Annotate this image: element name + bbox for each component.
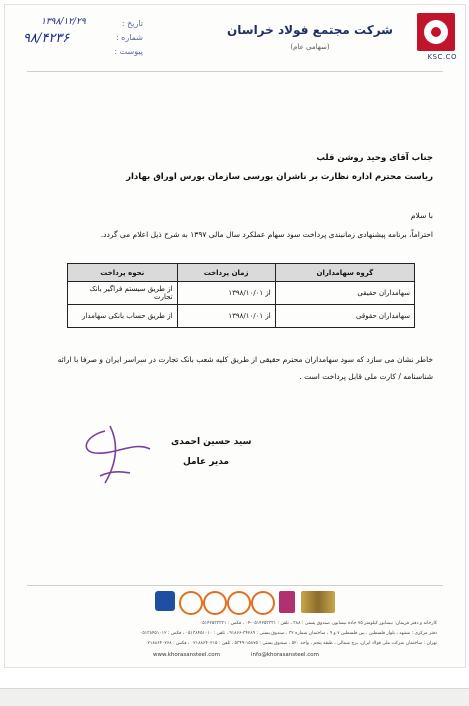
table-header-row [68,264,415,282]
letter-page [4,4,466,668]
company-name: شرکت مجتمع فولاد خراسان [227,23,393,37]
cert-seal-icon [203,591,227,615]
award-icon [279,591,295,613]
table-cell: سهامداران حقوقی [275,305,414,328]
header-divider [27,71,443,72]
logo-text: KSC.CO [427,53,457,61]
letter-meta [23,17,143,61]
website-link[interactable]: www.khorasansteel.com [153,652,220,658]
signatory-title: مدیر عامل [183,457,230,467]
cert-seal-icon [227,591,251,615]
payment-schedule-table [67,263,415,328]
date-value: ۱۳۹۸/۱۲/۲۹ [41,17,86,27]
company-type: (سهامی عام) [290,43,330,51]
iso-cert-icon [155,591,175,611]
handwritten-signature [75,421,155,491]
table-cell: از طریق حساب بانکی سهامدار [68,305,178,328]
intro-paragraph: احتراماً، برنامه پیشنهادی زمانبندی پرداخت سود سهام عملکرد سال مالی ۱۳۹۷ به شرح ذیل اعلام می گردد. [100,230,433,239]
footer-address-line: دفتر مرکزی : مشهد ، بلوار فلسطین ، بین فلسطین ۷ و ۹ ، ساختمان شماره ۳۲ ، صندوق پستی : ۳۴۲۸۹-۹۱۸۶۶ ، تلفن : ۰۵۱۳۸۴۵۱۰۱۰ ، فکس : ۰۵۱۳۸۴۵۱۰۱۲ [139,631,437,636]
cert-seal-icon [251,591,275,615]
table-header: گروه سهامداران [275,264,414,282]
cert-seal-icon [179,591,203,615]
signatory-name: سید حسین احمدی [171,437,252,447]
date-label: تاریخ : [121,19,143,28]
recipient-name: جناب آقای وحید روشن قلب [316,153,433,163]
number-value: ۹۸/۴۲۳۶ [23,31,70,46]
table-row [68,305,415,328]
attachment-label: پیوست : [114,47,143,56]
table-cell: از ۱۳۹۸/۱۰/۰۱ [177,282,275,305]
footer-divider [27,585,443,586]
closing-paragraph: خاطر نشان می سازد که سود سهامداران محترم حقیقی از طریق کلیه شعب بانک تجارت در سراسر ایران و صرفا با ارائه شناسنامه / کارت ملی قابل پرداخت است . [57,355,433,381]
table-cell: از ۱۳۹۸/۱۰/۰۱ [177,305,275,328]
table-cell: از طریق سیستم فراگیر بانک تجارت [68,282,178,305]
table-cell: سهامداران حقیقی [275,282,414,305]
email-link[interactable]: info@khorasansteel.com [251,652,320,658]
bottom-scroll-strip [0,688,469,706]
table-row [68,282,415,305]
table-header: نحوه پرداخت [68,264,178,282]
number-label: شماره : [115,33,143,42]
letterhead [225,23,395,51]
award-trophies-icon [301,591,335,613]
footer-address-line: کارخانه و دفتر فریمان: نیشابور کیلومتر ۷۵ جاده نیشابور، صندوق پستی : ۳۸۸ ، تلفن : ۰۵۱۴۲۵۳۳۳۱-۰۴ ، فکس : ۰۵۱۴۲۵۳۳۳۳۱ [199,621,437,626]
greeting: با سلام [410,211,433,220]
table-header: زمان پرداخت [177,264,275,282]
recipient-title: ریاست محترم اداره نظارت بر ناشران بورسی سازمان بورس اوراق بهادار [126,172,433,182]
footer-address-line: تهران : ساختمان شرکت ملی فولاد ایران، برج شمالی ، طبقه پنجم ، واحد ۵۲۰ ، صندوق پستی : ۱۵۸۷۵-۵۳۴۹ ، تلفن : ۰۲۱۸۸۶۴۰۲۱۵ ، فکس : ۰۲۱۸۸۶۴۰۲۶۸ [145,641,437,646]
company-logo [417,13,455,51]
